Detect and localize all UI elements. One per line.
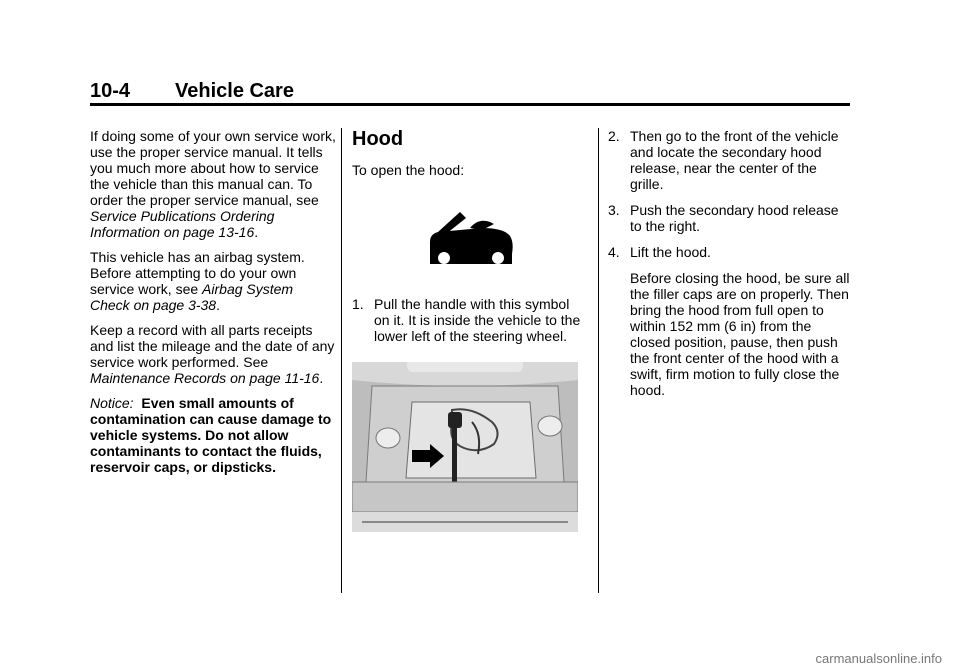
closing-instructions: Before closing the hood, be sure all the filler caps are on properly. Then bring the hood from full open to within 152 mm (6 in) from the closed position, pause, then push the front center of the hood with a swift, firm motion to fully close the hood. (630, 270, 850, 398)
hood-heading: Hood (352, 128, 404, 150)
step-3: 3. Push the secondary hood release to the right. (608, 202, 839, 234)
column-divider-1 (341, 128, 342, 593)
link-maintenance-records[interactable]: Maintenance Records on page 11-16 (90, 370, 320, 386)
watermark: carmanualsonline.info (815, 651, 942, 666)
hood-release-handle-photo (352, 362, 578, 532)
link-service-publications[interactable]: Service Publications Ordering Information on page 13-16 (90, 208, 275, 240)
column-1 (90, 128, 336, 484)
link-airbag-system-check[interactable]: Airbag System Check on page 3-38 (90, 281, 294, 313)
column-3 (608, 128, 852, 407)
page-number: 10-4 (90, 80, 131, 102)
column-divider-2 (598, 128, 599, 593)
paragraph-airbag: This vehicle has an airbag system. Before attempting to do your own service work, see Airbag System Check on page 3-38. (90, 249, 305, 313)
notice-label: Notice: (90, 395, 134, 411)
hood-release-symbol-icon (424, 210, 516, 268)
notice (90, 395, 336, 475)
header-rule (90, 103, 850, 106)
step-2: 2. Then go to the front of the vehicle and locate the secondary hood release, near the center of the grille. (608, 128, 839, 192)
step-4: 4. Lift the hood. (608, 244, 711, 260)
paragraph-service-manual: If doing some of your own service work, use the proper service manual. It tells you much more about how to service the vehicle than this manual can. To order the proper service manual, see Service Publications Ordering Information on page 13-16. (90, 128, 336, 240)
section-title: Vehicle Care (175, 80, 294, 102)
notice-text: Even small amounts of contamination can cause damage to vehicle systems. Do not allow contaminants to contact the fluids, reservoir caps, or dipsticks. (90, 395, 332, 475)
paragraph-records: Keep a record with all parts receipts and list the mileage and the date of any service work performed. See Maintenance Records on page 11-16. (90, 322, 335, 386)
column-2 (352, 128, 588, 532)
step-1: 1. Pull the handle with this symbol on it. It is inside the vehicle to the lower left of the steering wheel. (352, 296, 581, 344)
hood-intro: To open the hood: (352, 162, 465, 178)
